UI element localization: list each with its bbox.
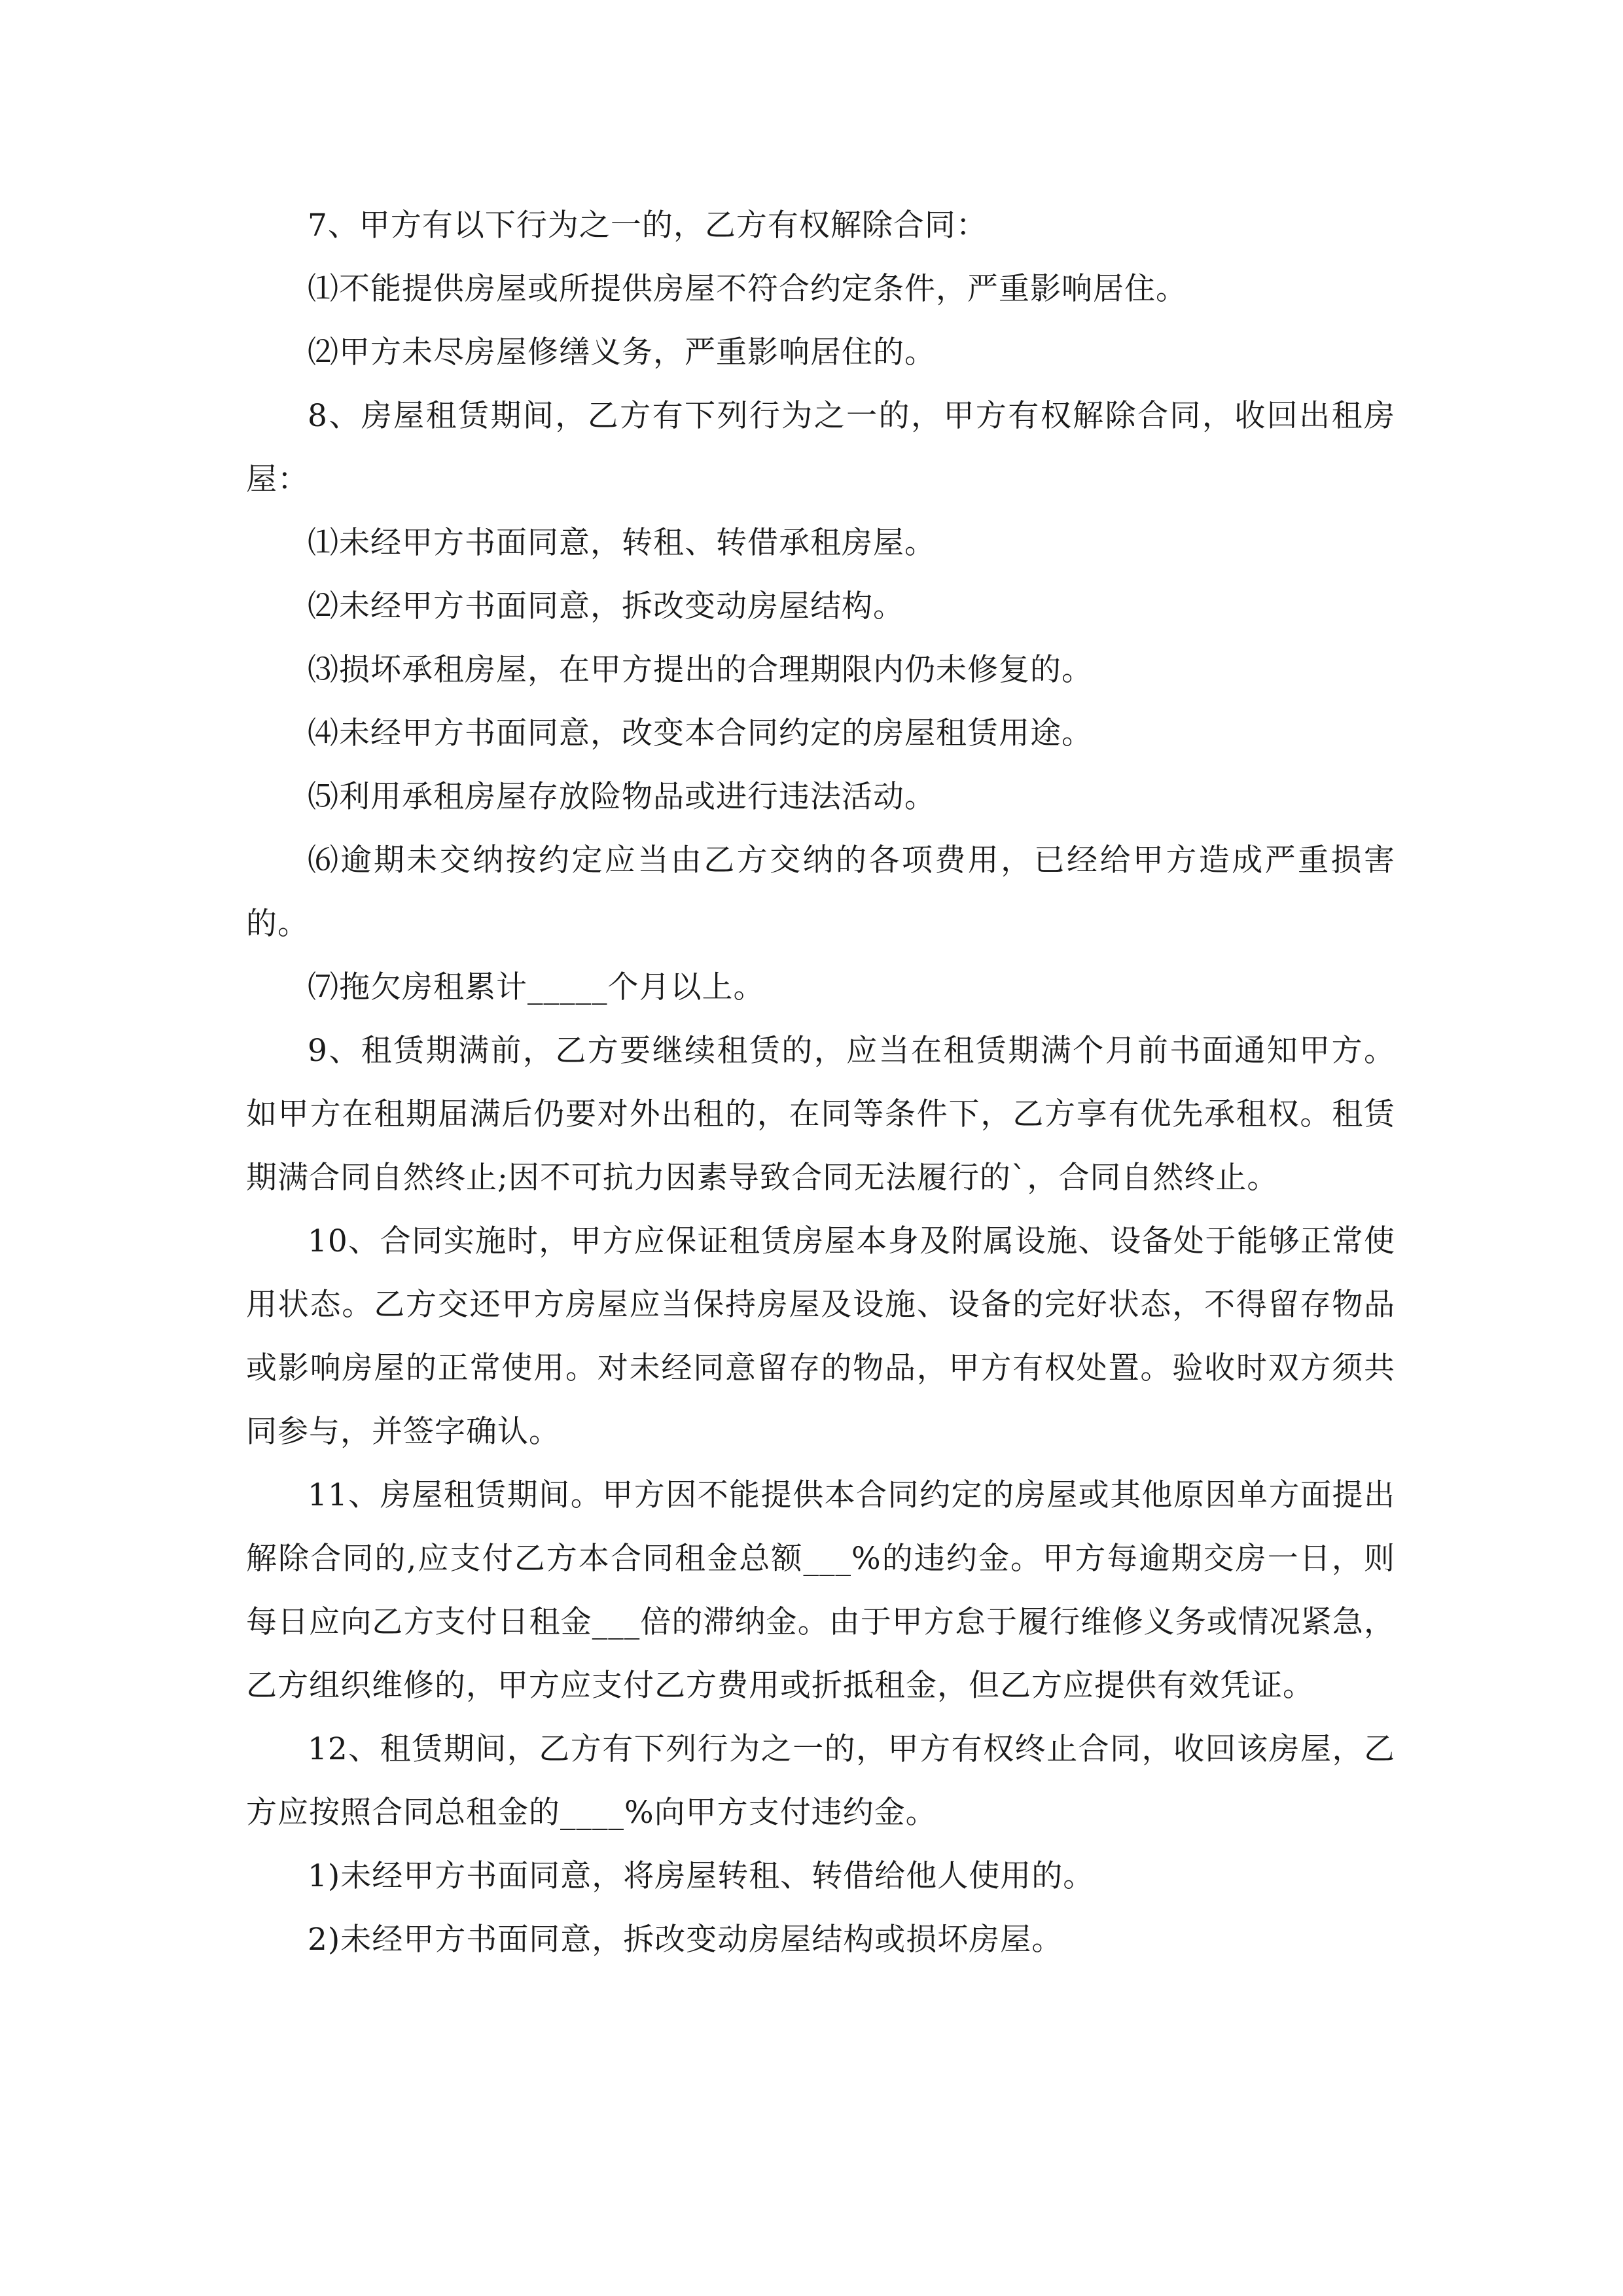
clause-7: 7、甲方有以下行为之一的，乙方有权解除合同： bbox=[308, 207, 988, 243]
clause-8-item-3: ⑶损坏承租房屋，在甲方提出的合理期限内仍未修复的。 bbox=[308, 652, 1093, 688]
clause-8-item-1: ⑴未经甲方书面同意，转租、转借承租房屋。 bbox=[308, 525, 936, 561]
clause-7-item-2: ⑵甲方未尽房屋修缮义务，严重影响居住的。 bbox=[308, 334, 936, 370]
document-body bbox=[246, 194, 1395, 1971]
clause-12: 12、租赁期间，乙方有下列行为之一的，甲方有权终止合同，收回该房屋，乙方应按照合同总租金的____%向甲方支付违约金。 bbox=[246, 1731, 1395, 1831]
clause-11: 11、房屋租赁期间。甲方因不能提供本合同约定的房屋或其他原因单方面提出解除合同的,应支付乙方本合同租金总额___%的违约金。甲方每逾期交房一日，则每日应向乙方支付日租金___倍的滞纳金。由于甲方怠于履行维修义务或情况紧急，乙方组织维修的，甲方应支付乙方费用或折抵租金，但乙方应提供有效凭证。 bbox=[246, 1477, 1395, 1704]
clause-12-item-1: 1)未经甲方书面同意，将房屋转租、转借给他人使用的。 bbox=[308, 1858, 1095, 1894]
clause-8-item-2: ⑵未经甲方书面同意，拆改变动房屋结构。 bbox=[308, 588, 904, 624]
clause-8-item-4: ⑷未经甲方书面同意，改变本合同约定的房屋租赁用途。 bbox=[308, 715, 1093, 751]
clause-8-item-5: ⑸利用承租房屋存放险物品或进行违法活动。 bbox=[308, 779, 936, 815]
clause-7-item-1: ⑴不能提供房屋或所提供房屋不符合约定条件，严重影响居住。 bbox=[308, 271, 1187, 307]
clause-8-item-7: ⑺拖欠房租累计_____个月以上。 bbox=[308, 969, 765, 1005]
clause-10: 10、合同实施时，甲方应保证租赁房屋本身及附属设施、设备处于能够正常使用状态。乙方交还甲方房屋应当保持房屋及设施、设备的完好状态，不得留存物品或影响房屋的正常使用。对未经同意留存的物品，甲方有权处置。验收时双方须共同参与，并签字确认。 bbox=[246, 1223, 1395, 1450]
clause-8-item-6: ⑹逾期未交纳按约定应当由乙方交纳的各项费用，已经给甲方造成严重损害的。 bbox=[246, 842, 1395, 942]
clause-9: 9、租赁期满前，乙方要继续租赁的，应当在租赁期满个月前书面通知甲方。如甲方在租期届满后仍要对外出租的，在同等条件下，乙方享有优先承租权。租赁期满合同自然终止;因不可抗力因素导致合同无法履行的`，合同自然终止。 bbox=[246, 1033, 1395, 1196]
clause-12-item-2: 2)未经甲方书面同意，拆改变动房屋结构或损坏房屋。 bbox=[308, 1922, 1063, 1958]
clause-8: 8、房屋租赁期间，乙方有下列行为之一的，甲方有权解除合同，收回出租房屋： bbox=[246, 398, 1395, 497]
